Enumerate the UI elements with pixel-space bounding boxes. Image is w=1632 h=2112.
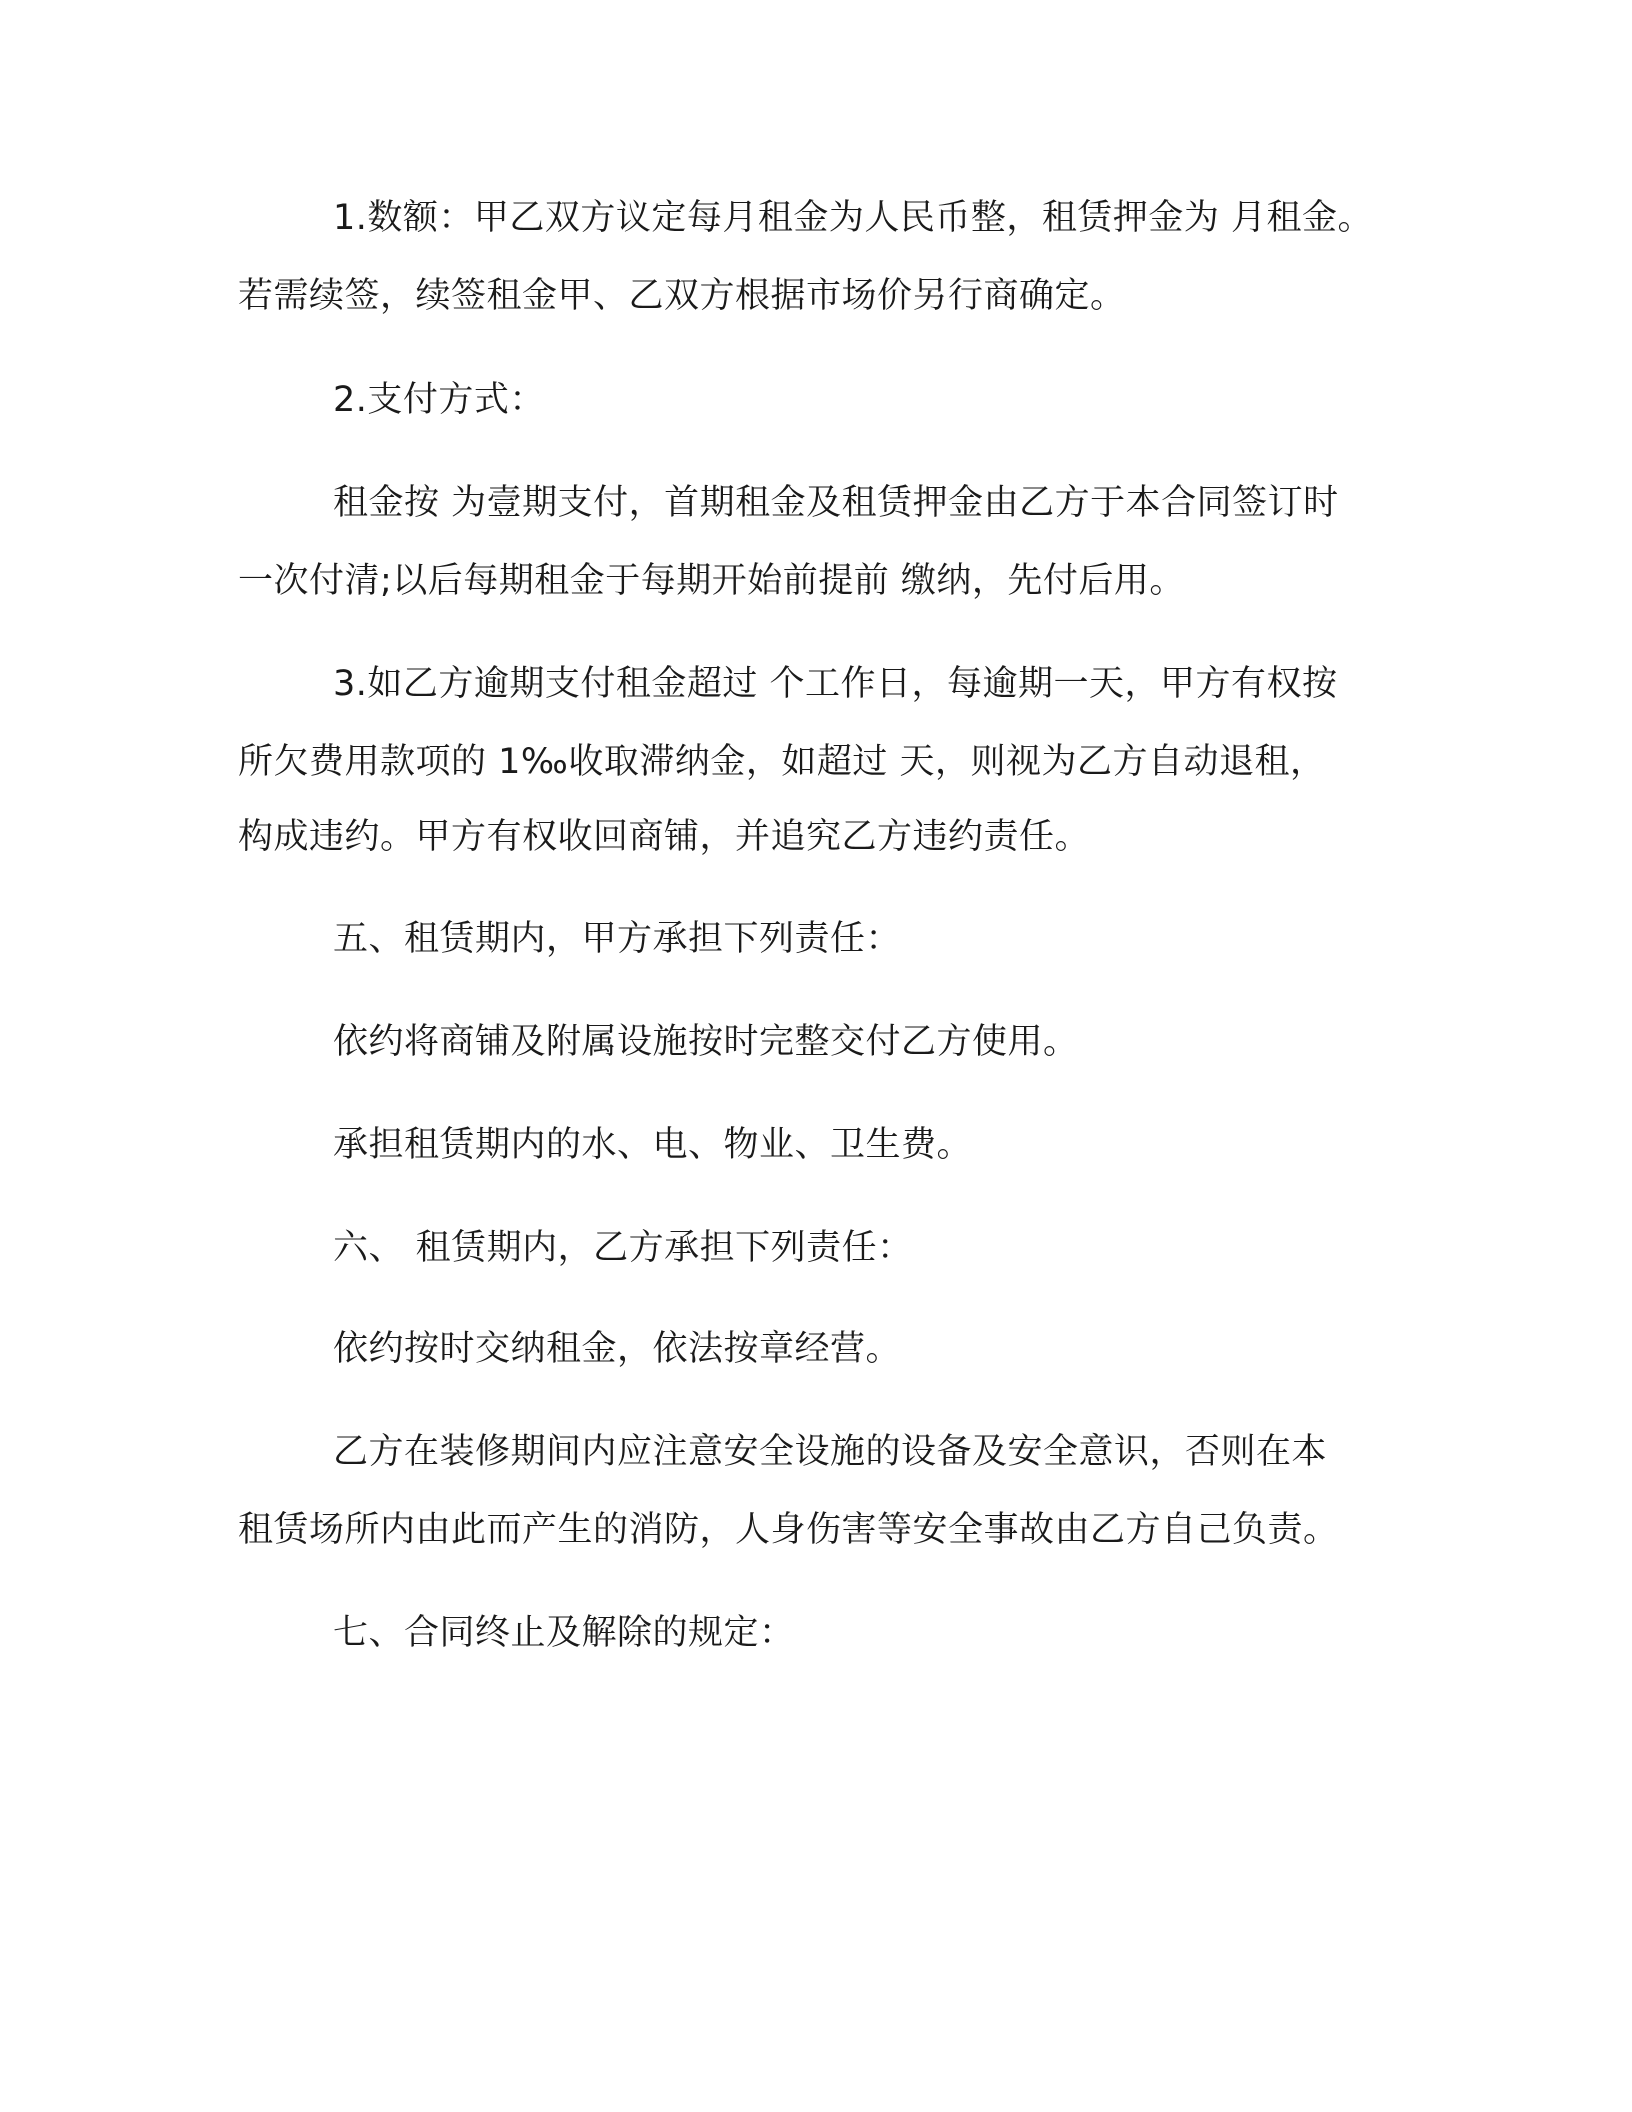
late-payment-line-2: 所欠费用款项的 1‰收取滞纳金，如超过 天，则视为乙方自动退租，	[238, 742, 1326, 782]
section-six-heading: 六、 租赁期内，乙方承担下列责任：	[333, 1228, 913, 1268]
party-a-duty-1: 依约将商铺及附属设施按时完整交付乙方使用。	[333, 1022, 1079, 1062]
party-b-duty-2-line-1: 乙方在装修期间内应注意安全设施的设备及安全意识，否则在本	[333, 1432, 1328, 1472]
late-payment-line-1: 3.如乙方逾期支付租金超过 个工作日，每逾期一天，甲方有权按	[333, 664, 1338, 704]
payment-terms-line-1: 租金按 为壹期支付，首期租金及租赁押金由乙方于本合同签订时	[333, 483, 1339, 523]
payment-method-heading: 2.支付方式：	[333, 380, 545, 420]
party-a-duty-2: 承担租赁期内的水、电、物业、卫生费。	[333, 1125, 973, 1165]
late-payment-line-3: 构成违约。甲方有权收回商铺，并追究乙方违约责任。	[238, 817, 1091, 857]
section-seven-heading: 七、合同终止及解除的规定：	[333, 1613, 795, 1653]
section-five-heading: 五、租赁期内，甲方承担下列责任：	[333, 919, 902, 959]
party-b-duty-2-line-2: 租赁场所内由此而产生的消防，人身伤害等安全事故由乙方自己负责。	[238, 1510, 1339, 1550]
clause-amount-line-2: 若需续签，续签租金甲、乙双方根据市场价另行商确定。	[238, 276, 1126, 316]
payment-terms-line-2: 一次付清;以后每期租金于每期开始前提前 缴纳，先付后用。	[238, 561, 1185, 601]
clause-amount-line-1: 1.数额：甲乙双方议定每月租金为人民币整，租赁押金为 月租金。	[333, 198, 1374, 238]
party-b-duty-1: 依约按时交纳租金，依法按章经营。	[333, 1329, 902, 1369]
